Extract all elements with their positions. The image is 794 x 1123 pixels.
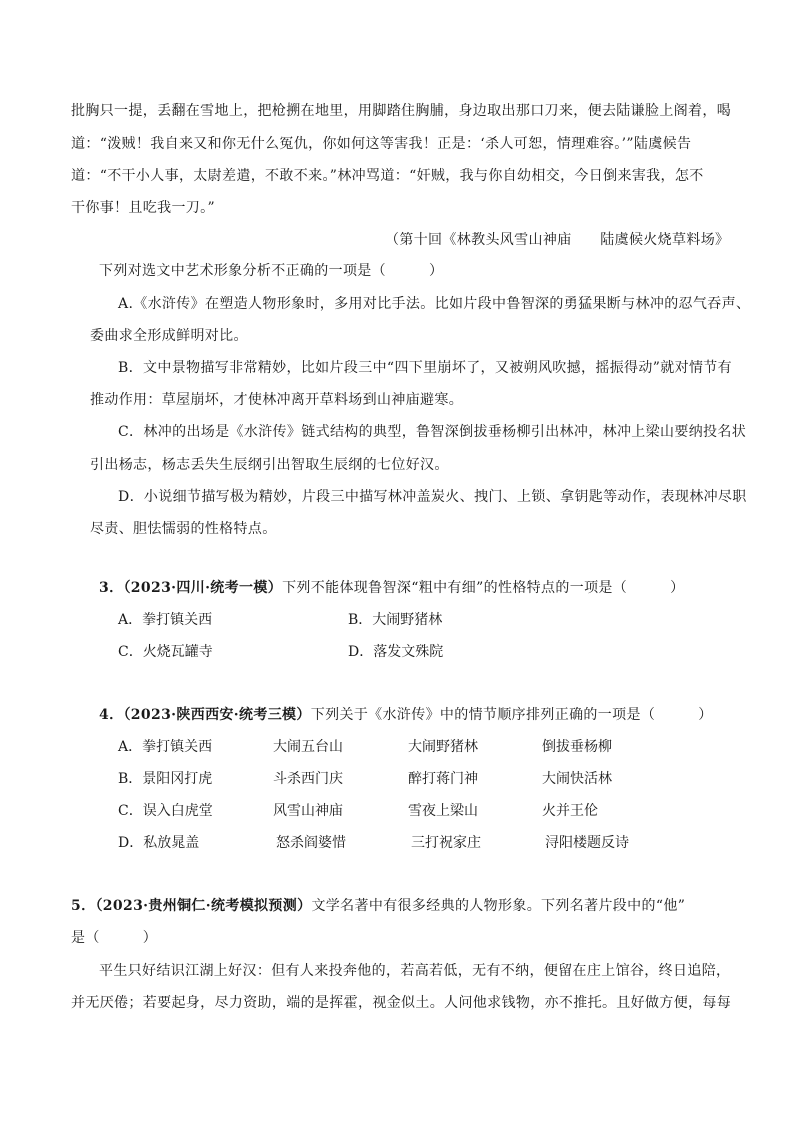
passage-line-1: 批胸只一提，丢翻在雪地上，把枪搠在地里，用脚踏住胸脯，身边取出那口刀来，便去陆谦脸上阁着，喝 (71, 103, 732, 119)
q4-option-c-item-3: 雪夜上梁山 (408, 803, 478, 819)
q4-option-b-item-1: B．景阳冈打虎 (118, 771, 213, 787)
q4-source-tag: 4．（2023·陕西西安·统考三模） (99, 707, 311, 723)
q2-option-d-line-1: D．小说细节描写极为精妙，片段三中描写林冲盖炭火、拽门、上锁、拿钥匙等动作，表现林冲尽职 (118, 489, 747, 505)
q2-option-a-line-2: 委曲求全形成鲜明对比。 (90, 328, 248, 344)
q5-passage-line-1: 平生只好结识江湖上好汉：但有人来投奔他的，若高若低，无有不纳，便留在庄上馆谷，终日追陪， (99, 963, 731, 979)
q3-source-tag: 3．（2023·四川·统考一模） (99, 580, 283, 596)
q4-option-c-item-2: 风雪山神庙 (273, 803, 343, 819)
q4-option-a-item-4: 倒拔垂杨柳 (542, 739, 612, 755)
q4-option-d-item-1: D．私放晁盖 (118, 835, 200, 851)
q5-stem (71, 896, 685, 916)
q4-stem (99, 705, 713, 725)
q4-option-d-item-2: 怒杀阎婆惜 (276, 835, 346, 851)
q3-option-d: D．落发文殊院 (348, 644, 444, 660)
q4-option-b-item-3: 醉打蒋门神 (408, 771, 478, 787)
q3-option-a: A．拳打镇关西 (118, 612, 213, 628)
q5-text: 文学名著中有很多经典的人物形象。下列名著片段中的“他” (311, 898, 686, 914)
q3-text: 下列不能体现鲁智深“粗中有细”的性格特点的一项是（ ） (282, 580, 685, 596)
q5-source-tag: 5．（2023·贵州铜仁·统考模拟预测） (71, 898, 312, 914)
q4-option-d-item-3: 三打祝家庄 (411, 835, 481, 851)
q2-stem: 下列对选文中艺术形象分析不正确的一项是（ ） (99, 263, 444, 279)
q4-option-c-item-4: 火并王伦 (542, 803, 598, 819)
q2-option-d-line-2: 尽责、胆怯懦弱的性格特点。 (90, 521, 277, 537)
q4-option-b-item-2: 斗杀西门庆 (273, 771, 343, 787)
q4-option-a-item-1: A．拳打镇关西 (118, 739, 213, 755)
q4-text: 下列关于《水浒传》中的情节顺序排列正确的一项是（ ） (310, 707, 713, 723)
q5-stem-cont: 是（ ） (71, 930, 158, 946)
q2-option-b-line-2: 推动作用：草屋崩坏，才使林冲离开草料场到山神庙避寒。 (90, 392, 464, 408)
passage-line-4: 干你事！且吃我一刀。” (71, 200, 216, 216)
q2-option-b-line-1: B．文中景物描写非常精妙，比如片段三中“四下里崩坏了，又被朔风吹撼，摇振得动”就对情节有 (118, 360, 732, 376)
q4-option-a-item-3: 大闹野猪林 (408, 739, 478, 755)
q3-option-c: C．火烧瓦罐寺 (118, 644, 213, 660)
q2-option-c-line-1: C．林冲的出场是《水浒传》链式结构的典型，鲁智深倒拔垂杨柳引出林冲，林冲上梁山要纳投名状 (118, 424, 747, 440)
q4-option-b-item-4: 大闹快活林 (542, 771, 612, 787)
q2-option-a-line-1: A.《水浒传》在塑造人物形象时，多用对比手法。比如片段中鲁智深的勇猛果断与林冲的忍气吞声、 (118, 296, 751, 312)
passage-line-2: 道：“泼贼！我自来又和你无什么冤仇，你如何这等害我！正是：‘杀人可恕，情理难容。’”陆虞候告 (71, 136, 692, 152)
q3-option-b: B．大闹野猪林 (348, 612, 443, 628)
q4-option-a-item-2: 大闹五台山 (273, 739, 343, 755)
q3-stem (99, 578, 685, 598)
q4-option-c-item-1: C．误入白虎堂 (118, 803, 213, 819)
q2-option-c-line-2: 引出杨志，杨志丢失生辰纲引出智取生辰纲的七位好汉。 (90, 457, 449, 473)
q5-passage-line-2: 并无厌倦；若要起身，尽力资助，端的是挥霍，视金似土。人问他求钱物，亦不推托。且好做方便，每每 (71, 995, 732, 1011)
passage-source: （第十回《林教头风雪山神庙 陆虞候火烧草料场》 (385, 232, 730, 248)
passage-line-3: 道：“不干小人事，太尉差遣，不敢不来。”林冲骂道：“奸贼，我与你自幼相交，今日倒来害我，怎不 (71, 168, 704, 184)
q4-option-d-item-4: 浔阳楼题反诗 (545, 835, 629, 851)
